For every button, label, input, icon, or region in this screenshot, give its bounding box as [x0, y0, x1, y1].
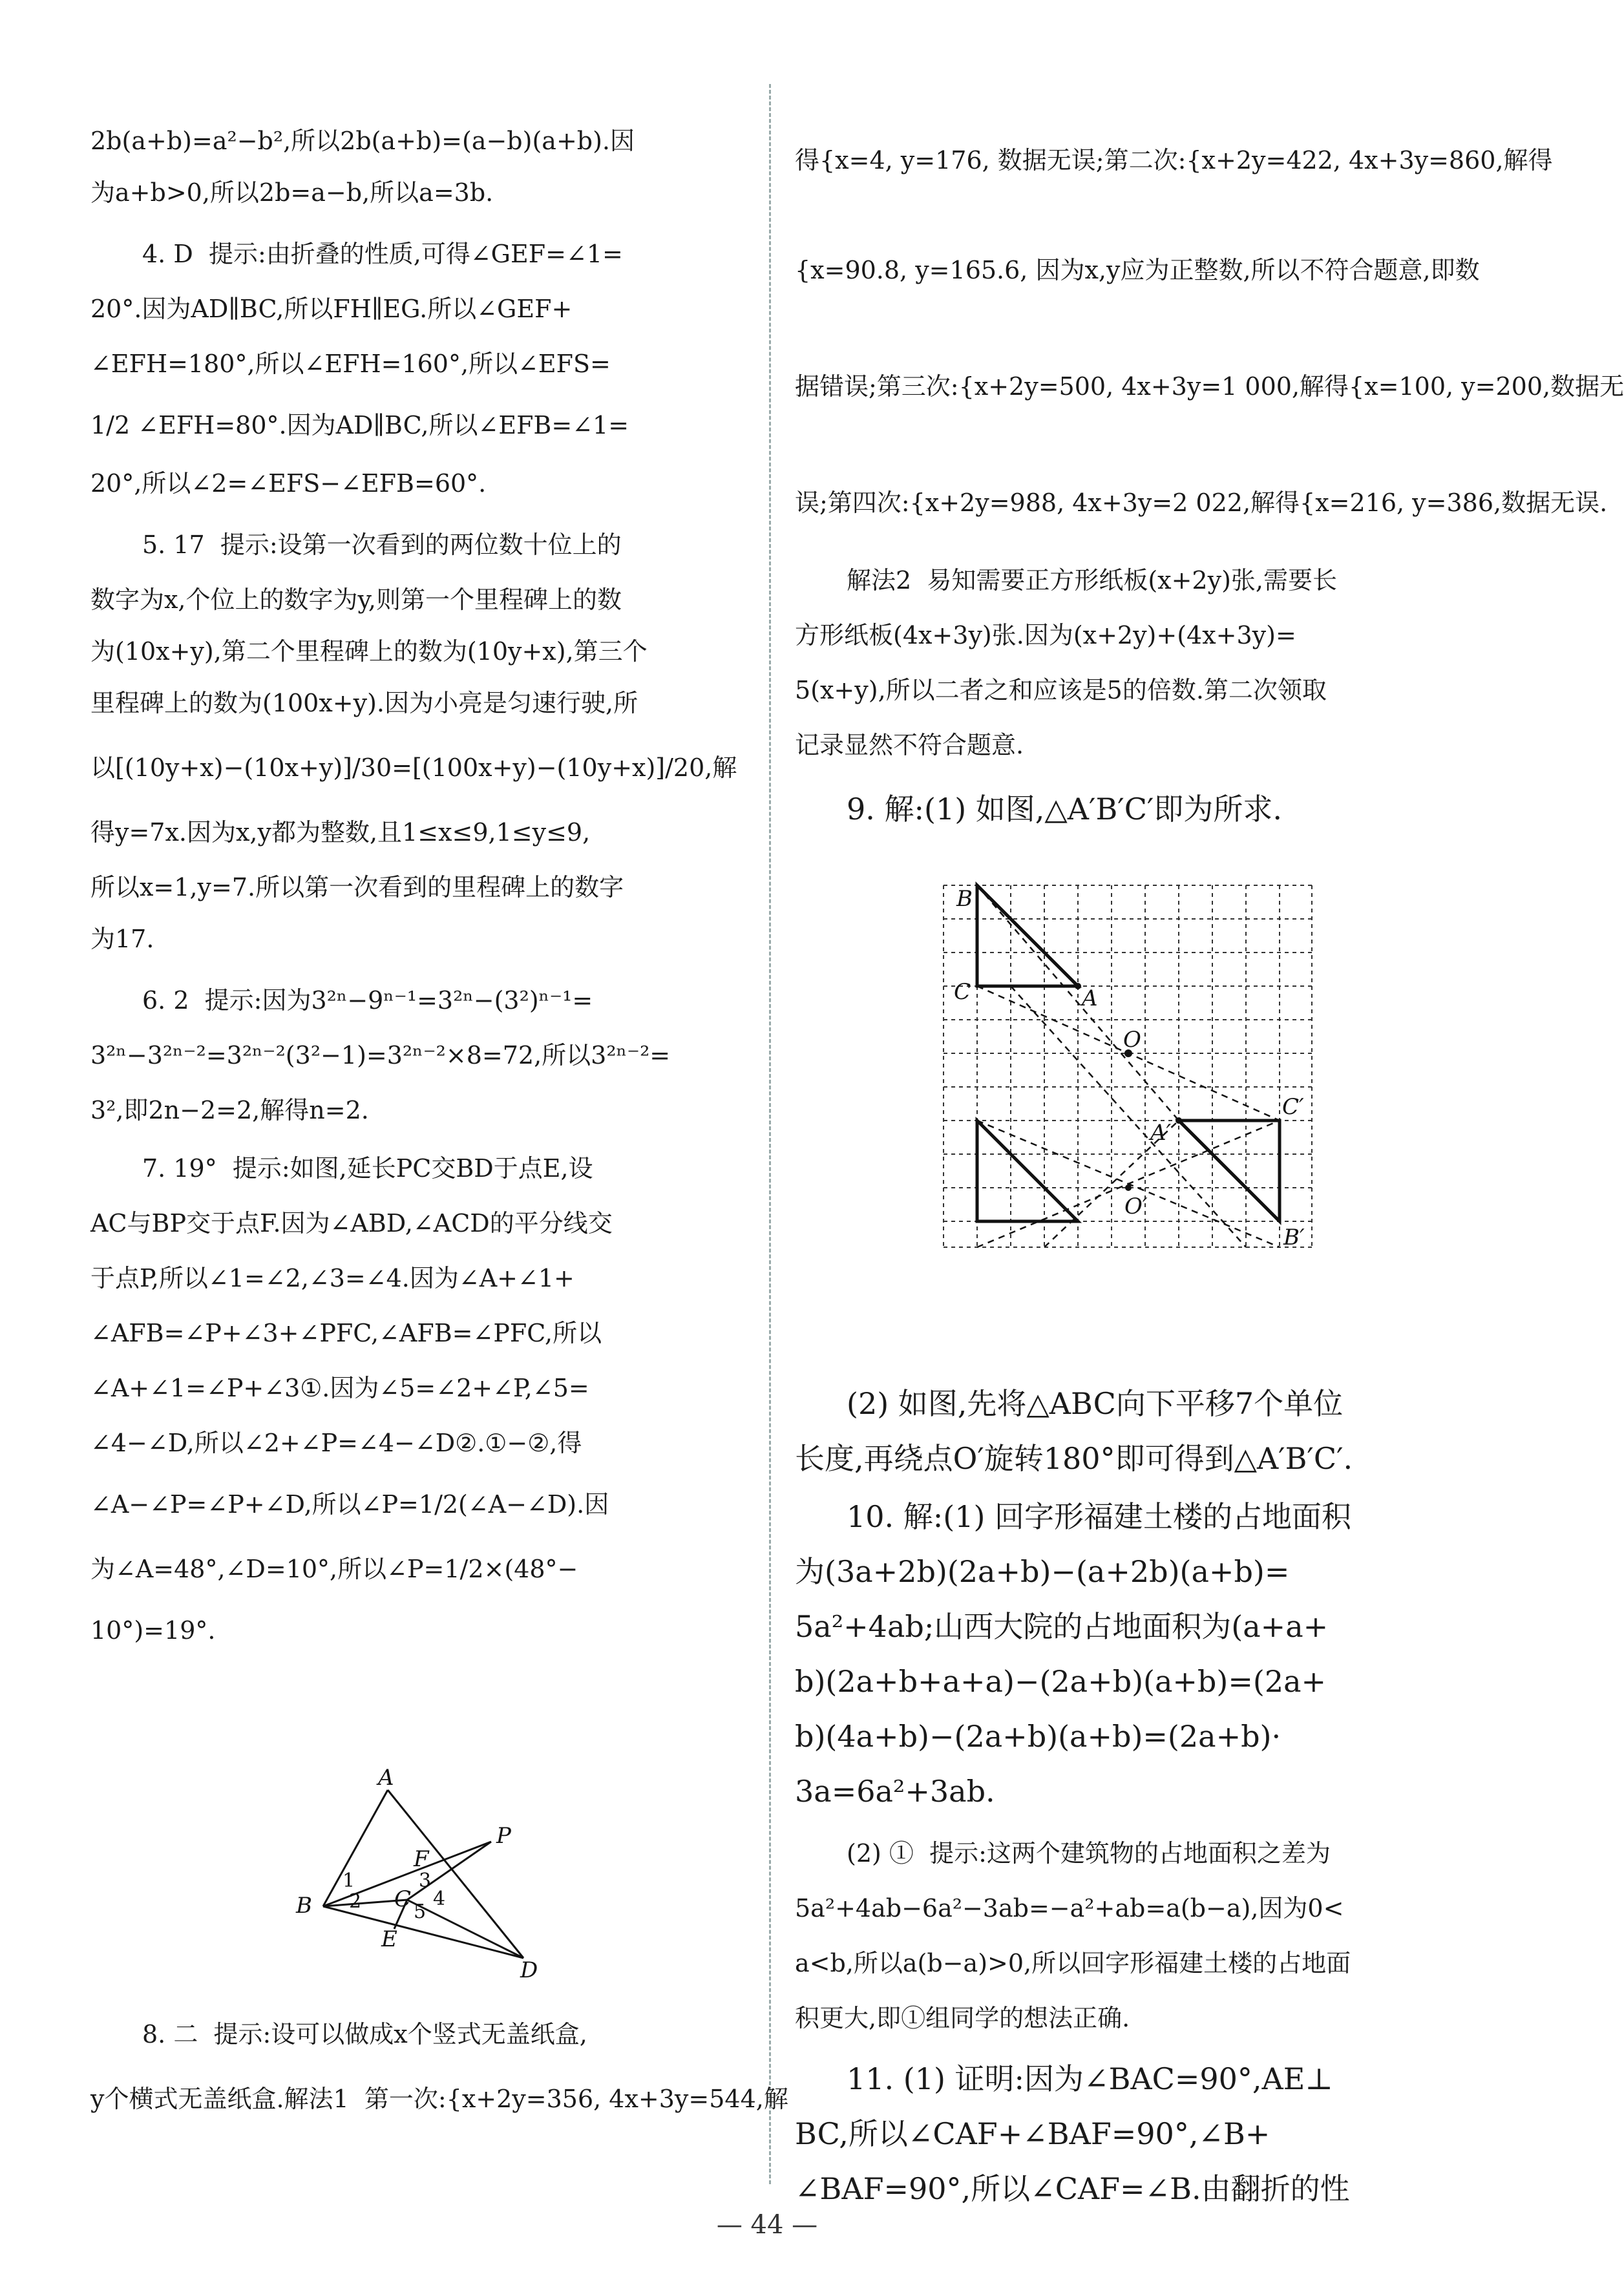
angle-2: 2 [349, 1890, 362, 1913]
line-BA [323, 1790, 388, 1906]
left-text-line: 7. 19° 提示:如图,延长PC交BD于点E,设 [142, 1154, 593, 1183]
left-text-line: 10°)=19°. [90, 1616, 216, 1645]
figure-problem-7 [278, 1765, 601, 1984]
left-text-line: 里程碑上的数为(100x+y).因为小亮是匀速行驶,所 [90, 689, 638, 717]
right-text-line: 5a²+4ab−6a²−3ab=−a²+ab=a(b−a),因为0< [795, 1894, 1344, 1922]
left-text-line: 为a+b>0,所以2b=a−b,所以a=3b. [90, 178, 494, 207]
left-text-line: AC与BP交于点F.因为∠ABD,∠ACD的平分线交 [90, 1209, 613, 1237]
label-B: B [956, 886, 973, 912]
left-text-line: 3²,即2n−2=2,解得n=2. [90, 1096, 369, 1124]
label-E: E [381, 1926, 397, 1952]
right-text-line: 积更大,即①组同学的想法正确. [795, 2004, 1130, 2032]
left-text-line: 3²ⁿ−3²ⁿ⁻²=3²ⁿ⁻²(3²−1)=3²ⁿ⁻²×8=72,所以3²ⁿ⁻²= [90, 1041, 671, 1069]
column-divider [769, 84, 771, 2184]
right-text-line: 记录显然不符合题意. [795, 731, 1024, 759]
left-text-line: 5. 17 提示:设第一次看到的两位数十位上的 [142, 531, 622, 559]
left-text-line: ∠A−∠P=∠P+∠D,所以∠P=1/2(∠A−∠D).因 [90, 1490, 609, 1519]
left-text-line: 为(10x+y),第二个里程碑上的数为(10y+x),第三个 [90, 637, 648, 666]
left-text-line: ∠EFH=180°,所以∠EFH=160°,所以∠EFS= [90, 350, 611, 378]
label-O-prime: O′ [1124, 1194, 1148, 1219]
right-text-line: a<b,所以a(b−a)>0,所以回字形福建土楼的占地面 [795, 1949, 1351, 1977]
left-text-line: 20°,所以∠2=∠EFS−∠EFB=60°. [90, 469, 487, 498]
right-text-line: 9. 解:(1) 如图,△A′B′C′即为所求. [847, 792, 1282, 826]
left-text-line: 得y=7x.因为x,y都为整数,且1≤x≤9,1≤y≤9, [90, 818, 591, 847]
angle-3: 3 [419, 1869, 432, 1892]
right-text-line: 11. (1) 证明:因为∠BAC=90°,AE⊥ [847, 2061, 1333, 2096]
right-text-line: 误;第四次:{x+2y=988, 4x+3y=2 022,解得{x=216, y=386,数据无误. [795, 489, 1608, 517]
angle-5: 5 [414, 1900, 427, 1923]
right-text-line: b)(2a+b+a+a)−(2a+b)(a+b)=(2a+ [795, 1664, 1327, 1699]
label-C-prime: C′ [1282, 1094, 1304, 1120]
label-C: C [954, 979, 971, 1005]
triangle-translated [977, 1121, 1078, 1221]
label-C: C [394, 1886, 412, 1912]
right-text-line: 据错误;第三次:{x+2y=500, 4x+3y=1 000,解得{x=100, y=200,数据无 [795, 372, 1624, 401]
label-D: D [520, 1957, 538, 1983]
right-text-line: 长度,再绕点O′旋转180°即可得到△A′B′C′. [795, 1441, 1353, 1476]
label-A-prime: A′ [1150, 1120, 1172, 1146]
left-text-line: 2b(a+b)=a²−b²,所以2b(a+b)=(a−b)(a+b).因 [90, 127, 635, 155]
page-number: — 44 — [716, 2210, 818, 2240]
left-text-line: 20°.因为AD∥BC,所以FH∥EG.所以∠GEF+ [90, 295, 573, 323]
right-text-line: (2) ① 提示:这两个建筑物的占地面积之差为 [847, 1839, 1331, 1868]
left-text-line: 4. D 提示:由折叠的性质,可得∠GEF=∠1= [142, 240, 623, 268]
right-text-line: 10. 解:(1) 回字形福建土楼的占地面积 [847, 1499, 1352, 1534]
left-text-line: ∠4−∠D,所以∠2+∠P=∠4−∠D②.①−②,得 [90, 1429, 582, 1457]
right-text-line: 3a=6a²+3ab. [795, 1774, 995, 1809]
left-text-line: 所以x=1,y=7.所以第一次看到的里程碑上的数字 [90, 873, 624, 901]
right-text-line: 为(3a+2b)(2a+b)−(a+2b)(a+b)= [795, 1554, 1290, 1589]
label-F: F [414, 1846, 429, 1872]
right-text-line: (2) 如图,先将△ABC向下平移7个单位 [847, 1386, 1344, 1421]
left-text-line: 为17. [90, 925, 154, 953]
left-text-line: ∠A+∠1=∠P+∠3①.因为∠5=∠2+∠P,∠5= [90, 1374, 589, 1402]
right-text-line: ∠BAF=90°,所以∠CAF=∠B.由翻折的性 [795, 2171, 1350, 2206]
left-text-line: 8. 二 提示:设可以做成x个竖式无盖纸盒, [142, 2020, 587, 2048]
figure-problem-9 [931, 872, 1325, 1260]
right-text-line: 得{x=4, y=176, 数据无误;第二次:{x+2y=422, 4x+3y=860,解得 [795, 146, 1553, 174]
angle-4: 4 [433, 1888, 446, 1910]
label-O: O [1123, 1027, 1141, 1053]
right-text-line: 解法2 易知需要正方形纸板(x+2y)张,需要长 [847, 566, 1337, 595]
label-A: A [1082, 985, 1098, 1011]
left-text-line: y个横式无盖纸盒.解法1 第一次:{x+2y=356, 4x+3y=544,解 [90, 2085, 788, 2113]
left-text-line: 数字为x,个位上的数字为y,则第一个里程碑上的数 [90, 585, 622, 614]
left-text-line: 于点P,所以∠1=∠2,∠3=∠4.因为∠A+∠1+ [90, 1264, 575, 1292]
right-text-line: 5(x+y),所以二者之和应该是5的倍数.第二次领取 [795, 676, 1327, 704]
right-text-line: 方形纸板(4x+3y)张.因为(x+2y)+(4x+3y)= [795, 621, 1296, 649]
label-B: B [296, 1893, 312, 1919]
label-P: P [496, 1823, 511, 1849]
right-text-line: b)(4a+b)−(2a+b)(a+b)=(2a+b)· [795, 1719, 1281, 1754]
label-A: A [378, 1765, 394, 1791]
right-text-line: BC,所以∠CAF+∠BAF=90°,∠B+ [795, 2116, 1271, 2151]
left-text-line: ∠AFB=∠P+∠3+∠PFC,∠AFB=∠PFC,所以 [90, 1319, 602, 1347]
right-text-line: {x=90.8, y=165.6, 因为x,y应为正整数,所以不符合题意,即数 [795, 256, 1480, 284]
left-text-line: 以[(10y+x)−(10x+y)]/30=[(100x+y)−(10y+x)]/20,解 [90, 753, 737, 782]
left-text-line: 1/2 ∠EFH=80°.因为AD∥BC,所以∠EFB=∠1= [90, 411, 629, 439]
left-text-line: 为∠A=48°,∠D=10°,所以∠P=1/2×(48°− [90, 1555, 578, 1583]
right-text-line: 5a²+4ab;山西大院的占地面积为(a+a+ [795, 1609, 1329, 1644]
left-text-line: 6. 2 提示:因为3²ⁿ−9ⁿ⁻¹=3²ⁿ−(3²)ⁿ⁻¹= [142, 986, 593, 1015]
angle-1: 1 [343, 1869, 355, 1892]
label-B-prime: B′ [1283, 1225, 1305, 1250]
